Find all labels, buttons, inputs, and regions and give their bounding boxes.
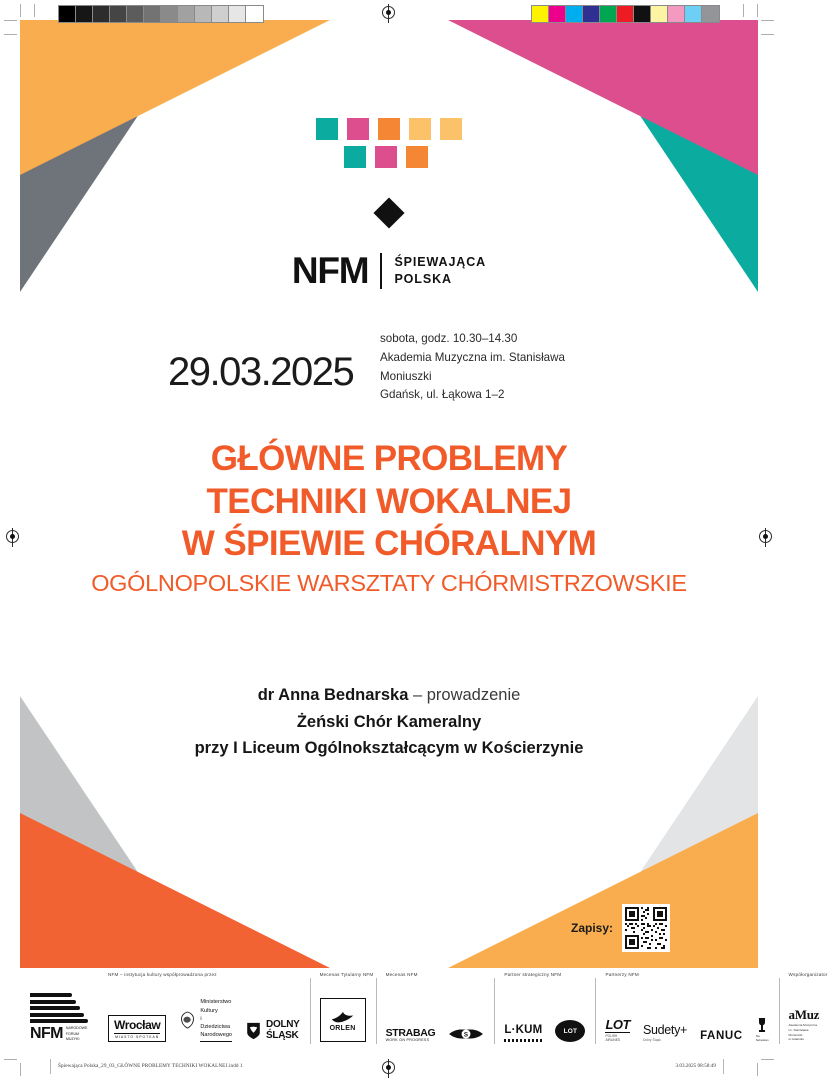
event-meta	[0, 330, 778, 405]
sudety-tagline: Dolny Śląsk	[642, 1038, 661, 1042]
nfm-wordmark-lockup	[292, 252, 486, 289]
footer-group-coorganizer	[779, 972, 829, 1048]
conductor-name: dr Anna Bednarska	[257, 686, 409, 704]
strabag-wordmark: STRABAG	[385, 1026, 436, 1039]
amuz-logo	[789, 1008, 820, 1042]
nfm-footer-wordmark: NFM	[30, 1025, 63, 1042]
footer-caption-titular: Mecenas Tytularny NFM	[319, 972, 374, 977]
nfm-logo	[0, 118, 778, 289]
fanuc-logo: FANUC	[700, 1030, 743, 1042]
lokum-logo	[504, 1025, 542, 1042]
ministry-name	[200, 998, 232, 1042]
sponsor-footer	[20, 972, 828, 1048]
crop-mark	[743, 4, 744, 17]
signup-block	[571, 904, 670, 952]
dolny-slask-wordmark	[266, 1020, 300, 1042]
crop-mark	[4, 20, 17, 21]
registration-mark	[382, 6, 395, 19]
strabag-logo	[386, 1028, 436, 1043]
ministry-logo	[179, 998, 232, 1042]
footer-group-partners	[595, 972, 778, 1048]
dolny-slask-logo	[245, 1020, 300, 1042]
nfm-program-name	[394, 254, 486, 288]
strabag-tagline: WORK ON PROGRESS	[385, 1038, 430, 1042]
ministry-line-2: i Dziedzictwa Narodowego	[200, 1015, 233, 1038]
amuz-subtext: Akademia Muzyczna im. Stanisława Moniuszki w Gdańsku	[788, 1023, 818, 1042]
lokum-wordmark: L·KUM	[504, 1024, 543, 1036]
logo-tile-grid	[316, 118, 462, 168]
orlen-logo	[320, 998, 366, 1042]
nfm-swoosh-icon	[30, 993, 88, 1023]
program-line-1: ŚPIEWAJĄCA	[394, 254, 487, 269]
crop-mark	[34, 4, 35, 17]
credits-block	[0, 682, 778, 762]
credit-line-3: przy I Liceum Ogólnokształcącym w Kościerzynie	[194, 739, 584, 758]
logo-tile	[316, 118, 338, 140]
lokum-bar	[504, 1039, 542, 1043]
footer-group-public-funders	[98, 972, 310, 1048]
amuz-wordmark: aMuz	[788, 1007, 820, 1023]
wroclaw-tagline: MIASTO SPOTKAŃ	[115, 1035, 160, 1039]
lot-logo	[605, 1018, 630, 1043]
title-line-1: GŁÓWNE PROBLEMY	[210, 439, 568, 478]
lot-roundel-logo[interactable]	[555, 1020, 585, 1042]
event-address: Gdańsk, ul. Łąkowa 1–2	[380, 388, 505, 402]
slug-timestamp: 3.03.2025 08:58:49	[675, 1063, 716, 1069]
crop-mark	[761, 20, 774, 21]
footer-caption-nfm-note: NFM – instytucja kultury współprowadzona przez	[108, 972, 217, 977]
footer-group-strategic	[494, 972, 595, 1048]
footer-caption-strategic: Partner strategiczny NFM	[504, 972, 562, 977]
prepress-slug-line	[0, 1058, 778, 1074]
event-time: sobota, godz. 10.30–14.30	[380, 332, 518, 345]
footer-group-nfm	[20, 972, 98, 1048]
sw-caption: Sw. Sebastian	[755, 1034, 769, 1042]
chalice-icon	[757, 1017, 767, 1033]
logo-tile	[375, 146, 397, 168]
sudety-logo	[643, 1024, 687, 1043]
lot-wordmark: LOT	[605, 1016, 630, 1032]
credit-line-1	[0, 682, 778, 709]
sw-logo	[756, 1017, 769, 1042]
event-venue-name: Akademia Muzyczna im. Stanisława Moniuszki	[380, 350, 565, 383]
diamond-icon	[373, 197, 404, 228]
event-subtitle: OGÓLNOPOLSKIE WARSZTATY CHÓRMISTRZOWSKIE	[91, 570, 687, 597]
ministry-line-1: Ministerstwo Kultury	[200, 999, 232, 1014]
conductor-role: – prowadzenie	[408, 686, 521, 704]
orlen-wordmark: ORLEN	[329, 1024, 356, 1032]
slug-file-name: Śpiewająca Polska_29_03_GŁÓWNE PROBLEMY TECHNIKI WOKALNEJ.indd 1	[58, 1063, 243, 1069]
event-venue	[380, 330, 610, 405]
nfm-footer-logo	[30, 993, 88, 1042]
crop-mark	[4, 34, 17, 35]
footer-group-mecenas	[376, 972, 495, 1048]
lot-tagline: POLISH AIRLINES	[605, 1032, 630, 1042]
logo-tile	[406, 146, 428, 168]
nfm-footer-subtext: NARODOWE FORUM MUZYKI	[65, 1026, 88, 1041]
wroclaw-wordmark: Wrocław	[114, 1018, 161, 1032]
logo-tile	[347, 118, 369, 140]
nfm-wordmark: NFM	[291, 250, 369, 291]
footer-caption-mecenas: Mecenas NFM	[385, 972, 418, 977]
title-line-2: TECHNIKI WOKALNEJ	[206, 481, 572, 521]
logo-tile	[440, 118, 462, 140]
footer-caption-coorganizer: Współorganizator	[788, 972, 828, 977]
sudety-wordmark: Sudety+	[642, 1022, 688, 1037]
event-title-block	[0, 438, 778, 599]
shield-icon	[245, 1022, 262, 1040]
svg-text:S: S	[464, 1031, 469, 1039]
logo-divider	[380, 253, 382, 289]
corner-art-bottom-left-orange	[20, 813, 330, 968]
lot-roundel-text: LOT	[563, 1027, 578, 1035]
title-line-3: W ŚPIEWIE CHÓRALNYM	[181, 524, 597, 564]
footer-caption-partners: Partnerzy NFM	[605, 972, 639, 977]
logo-tile-row-1	[316, 118, 462, 140]
event-date: 29.03.2025	[168, 350, 354, 394]
slask-text: ŚLĄSK	[266, 1030, 299, 1042]
wings-logo	[448, 1026, 484, 1042]
eagle-icon	[179, 1011, 196, 1030]
eagle-icon	[331, 1009, 355, 1023]
footer-group-titular	[310, 972, 376, 1048]
wroclaw-logo	[108, 1015, 166, 1042]
logo-tile-row-2	[344, 146, 462, 168]
qr-code-icon[interactable]	[622, 904, 670, 952]
crop-mark	[20, 4, 21, 17]
crop-mark	[757, 4, 758, 17]
logo-tile	[344, 146, 366, 168]
crop-mark	[761, 34, 774, 35]
logo-tile	[378, 118, 400, 140]
logo-tile	[409, 118, 431, 140]
program-line-2: POLSKA	[394, 271, 452, 286]
credit-line-2: Żeński Chór Kameralny	[296, 712, 482, 731]
signup-label: Zapisy:	[570, 921, 613, 935]
dolny-text: DOLNY	[266, 1019, 300, 1031]
